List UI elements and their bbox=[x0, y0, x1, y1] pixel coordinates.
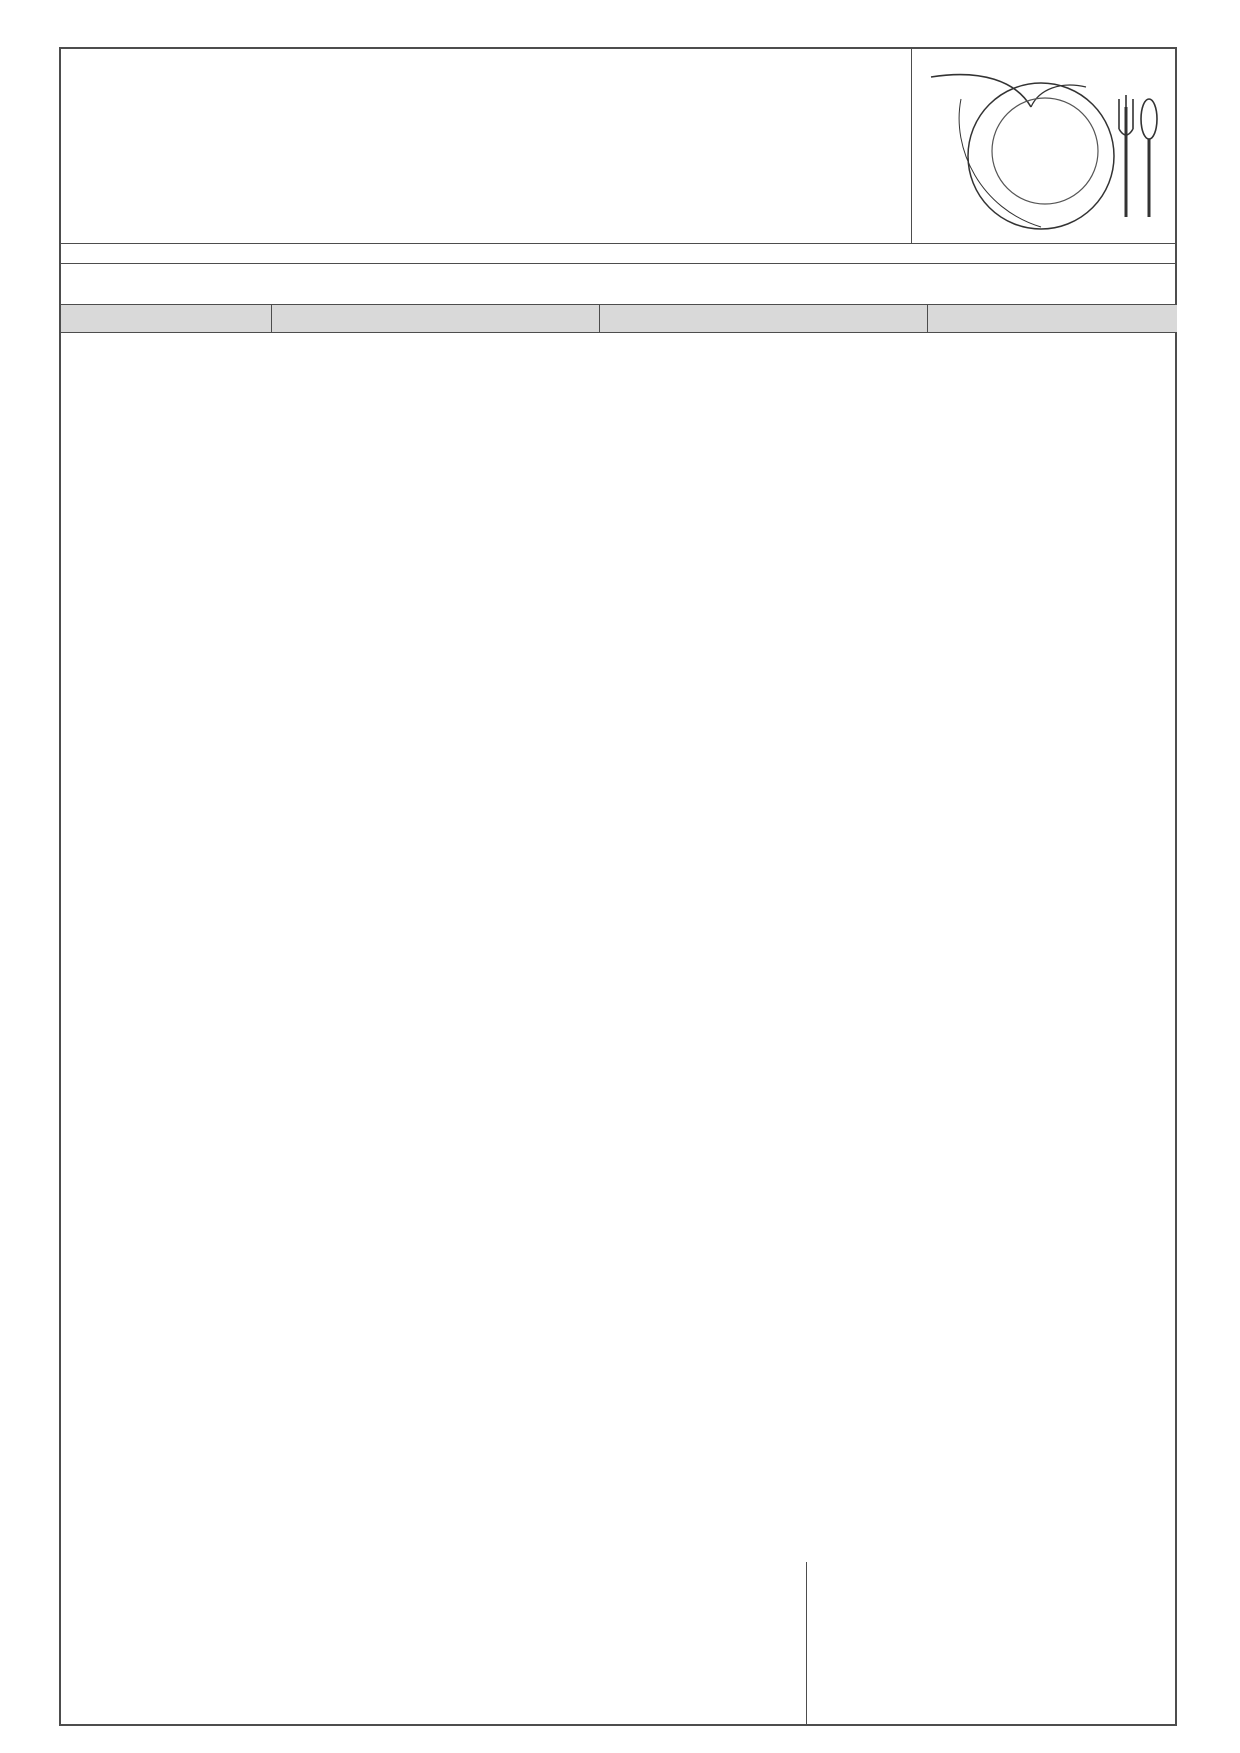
header-meal-2 bbox=[600, 305, 928, 333]
footer bbox=[61, 1562, 1177, 1726]
header bbox=[61, 49, 1177, 244]
menu-sheet bbox=[59, 47, 1177, 1726]
customer-info bbox=[807, 1562, 1177, 1726]
intro-line-1 bbox=[61, 243, 1177, 264]
header-meal-1 bbox=[272, 305, 600, 333]
table-header bbox=[61, 304, 1177, 333]
header-left bbox=[61, 49, 912, 243]
intro-line-2 bbox=[61, 265, 1177, 303]
legend bbox=[61, 1562, 807, 1726]
plate-cutlery-logo-icon bbox=[921, 59, 1171, 234]
header-order bbox=[928, 305, 1177, 333]
header-weekday bbox=[61, 305, 272, 333]
